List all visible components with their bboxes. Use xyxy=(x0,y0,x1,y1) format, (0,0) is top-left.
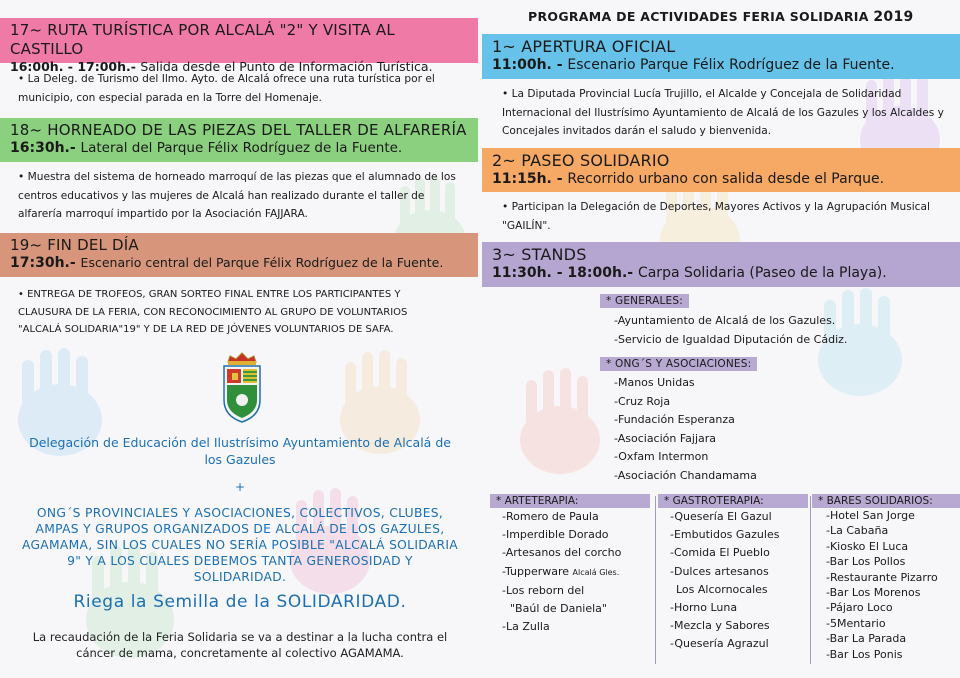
section-18-time-row xyxy=(10,140,468,158)
list-item: -Mezcla y Sabores xyxy=(670,619,770,633)
section-19-time: 17:30h.- xyxy=(10,254,76,271)
list-item: -Imperdible Dorado xyxy=(502,528,609,542)
bares-column xyxy=(812,494,960,662)
section-19-time-row xyxy=(10,255,468,273)
list-item: Los Alcornocales xyxy=(676,582,768,596)
bares-list xyxy=(812,508,960,662)
arteterapia-list xyxy=(490,508,650,636)
list-item: -Bar Los Ponis xyxy=(826,647,903,661)
ongs-list xyxy=(614,374,757,486)
list-item: -Ayuntamiento de Alcalá de los Gazules. xyxy=(614,314,836,327)
section-2-time: 11:15h. - xyxy=(492,171,563,187)
section-19-desc: • ENTREGA DE TROFEOS, GRAN SORTEO FINAL ENTRE LOS PARTICIPANTES Y CLAUSURA DE LA FERIA, CON RECONOCIMIENTO AL GRUPO DE VOLUNTARIOS "ALCALÁ SOLIDARIA"19" Y DE LA RED DE JÓVENES VOLUNTARIOS DE SAFA. xyxy=(18,289,408,335)
list-item: -Romero de Paula xyxy=(502,510,599,523)
section-17-time: 16:00h. - 17:00h.- xyxy=(10,58,136,74)
delegacion-educacion-text: Delegación de Educación del Ilustrísimo Ayuntamiento de Alcalá de los Gazules xyxy=(29,435,451,467)
list-item: -Los reborn del xyxy=(502,583,585,597)
list-item: -Asociación Chandamama xyxy=(614,468,757,482)
list-item: -Bar Los Pollos xyxy=(826,555,906,569)
list-item: -Dulces artesanos xyxy=(670,564,769,578)
plus-sign: + xyxy=(234,480,246,494)
list-item: -Pájaro Loco xyxy=(826,601,893,615)
list-item: -Embutidos Gazules xyxy=(670,528,780,542)
section-18-desc: • Muestra del sistema de horneado marroquí de las piezas que el alumnado de los centros educativos y las mujeres de Alcalá han realizado durante el taller de alfarería marroquí impartido por la Asociación FAJJARA. xyxy=(18,171,456,221)
list-item: -Quesería Agrazul xyxy=(670,637,769,651)
list-item: -Horno Luna xyxy=(670,601,738,615)
list-item: -Cruz Roja xyxy=(614,394,671,408)
section-2-desc: • Participan la Delegación de Deportes, Mayores Activos y la Agrupación Musical "GAILÍN". xyxy=(502,201,930,232)
list-item: -Artesanos del corcho xyxy=(502,546,622,560)
section-17-place: Salida desde el Punto de Información Turística. xyxy=(140,58,433,74)
section-19-place: Escenario central del Parque Félix Rodríguez de la Fuente. xyxy=(80,254,444,270)
section-2-time-row xyxy=(492,171,950,189)
section-1-time: 11:00h. - xyxy=(492,57,563,73)
program-title xyxy=(528,9,914,25)
section-19-title: 19~ FIN DEL DÍA xyxy=(10,236,139,254)
list-item: -Hotel San Jorge xyxy=(826,509,915,522)
section-18-header xyxy=(0,118,478,162)
list-item: -Oxfam Intermon xyxy=(614,450,709,464)
bares-label: * BARES SOLIDARIOS: xyxy=(812,494,960,508)
list-item: -Quesería El Gazul xyxy=(670,510,772,523)
section-3-header xyxy=(482,242,960,287)
section-2-header xyxy=(482,148,960,192)
column-divider xyxy=(810,496,811,664)
tupperware-name: -Tupperware xyxy=(502,564,570,578)
arteterapia-label: * ARTETERAPIA: xyxy=(490,494,650,508)
list-item: -Servicio de Igualdad Diputación de Cádiz. xyxy=(614,332,848,346)
list-item: -Fundación Esperanza xyxy=(614,413,735,427)
section-3-time: 11:30h. - 18:00h.- xyxy=(492,265,634,281)
list-item xyxy=(502,563,650,582)
section-3-place: Carpa Solidaria (Paseo de la Playa). xyxy=(637,265,887,281)
list-item: -Bar La Parada xyxy=(826,632,907,646)
list-item: -La Zulla xyxy=(502,620,550,634)
ongs-label: * ONG´S Y ASOCIACIONES: xyxy=(600,357,757,371)
arteterapia-column xyxy=(490,494,650,636)
section-17-header xyxy=(0,18,478,74)
section-3-title: 3~ STANDS xyxy=(492,245,587,264)
ongs-acknowledgement: ONG´S PROVINCIALES Y ASOCIACIONES, COLECTIVOS, CLUBES, AMPAS Y GRUPOS ORGANIZADOS DE ALCALÁ DE LOS GAZULES, AGAMAMA, SIN LOS CUALES NO SERÍA POSIBLE "ALCALÁ SOLIDARIA 9" Y A LOS CUALES DEBEMOS TANTA GENEROSIDAD Y SOLIDARIDAD. xyxy=(21,506,458,584)
section-18-place: Lateral del Parque Félix Rodríguez de la Fuente. xyxy=(80,139,403,156)
gastroterapia-list xyxy=(658,508,808,654)
gastroterapia-column xyxy=(658,494,808,654)
section-17-desc: • La Deleg. de Turismo del Ilmo. Ayto. de Alcalá ofrece una ruta turística por el municipio, con especial parada en la Torre del Homenaje. xyxy=(18,73,435,104)
slogan-riega: Riega la Semilla de la SOLIDARIDAD. xyxy=(73,592,407,612)
section-1-place: Escenario Parque Félix Rodríguez de la Fuente. xyxy=(567,57,895,73)
section-1-header xyxy=(482,34,960,79)
section-1-time-row xyxy=(492,57,950,75)
gastroterapia-label: * GASTROTERAPIA: xyxy=(658,494,808,508)
list-item: -Restaurante Pizarro xyxy=(826,570,938,584)
section-2-place: Recorrido urbano con salida desde el Parque. xyxy=(567,171,885,187)
tupperware-suffix: Alcalá Gles. xyxy=(572,567,620,577)
section-18-time: 16:30h.- xyxy=(10,139,76,156)
list-item: -La Cabaña xyxy=(826,524,889,538)
section-1-title: 1~ APERTURA OFICIAL xyxy=(492,37,676,56)
program-title-text: PROGRAMA DE ACTIVIDADES FERIA SOLIDARIA xyxy=(528,9,869,24)
section-18-title: 18~ HORNEADO DE LAS PIEZAS DEL TALLER DE ALFARERÍA xyxy=(10,121,467,139)
list-item: -Manos Unidas xyxy=(614,376,695,389)
program-year: 2019 xyxy=(873,9,914,25)
recaudacion-text: La recaudación de la Feria Solidaria se va a destinar a la lucha contra el cáncer de mama, concretamente al colectivo AGAMAMA. xyxy=(32,630,448,660)
section-3-time-row xyxy=(492,265,950,283)
section-1-desc: • La Diputada Provincial Lucía Trujillo, el Alcalde y Concejala de Solidaridad Internacional del Ilustrísimo Ayuntamiento de Alcalá de los Gazules y los Alcaldes y Concejales invitados darán el saludo y bienvenida. xyxy=(502,88,944,138)
section-17-title: 17~ RUTA TURÍSTICA POR ALCALÁ "2" Y VISITA AL CASTILLO xyxy=(10,21,395,58)
generales-list xyxy=(614,312,847,349)
coat-of-arms-logo xyxy=(218,350,266,428)
list-item: -Asociación Fajjara xyxy=(614,431,717,445)
list-item: -Comida El Pueblo xyxy=(670,546,770,560)
section-19-header xyxy=(0,233,478,277)
list-item: -Bar Los Morenos xyxy=(826,586,921,600)
list-item: -5Mentario xyxy=(826,616,886,630)
list-item: "Baúl de Daniela" xyxy=(510,602,607,616)
list-item: -Kiosko El Luca xyxy=(826,539,909,553)
generales-label: * GENERALES: xyxy=(600,294,689,308)
section-2-title: 2~ PASEO SOLIDARIO xyxy=(492,151,670,170)
column-divider xyxy=(655,496,656,664)
